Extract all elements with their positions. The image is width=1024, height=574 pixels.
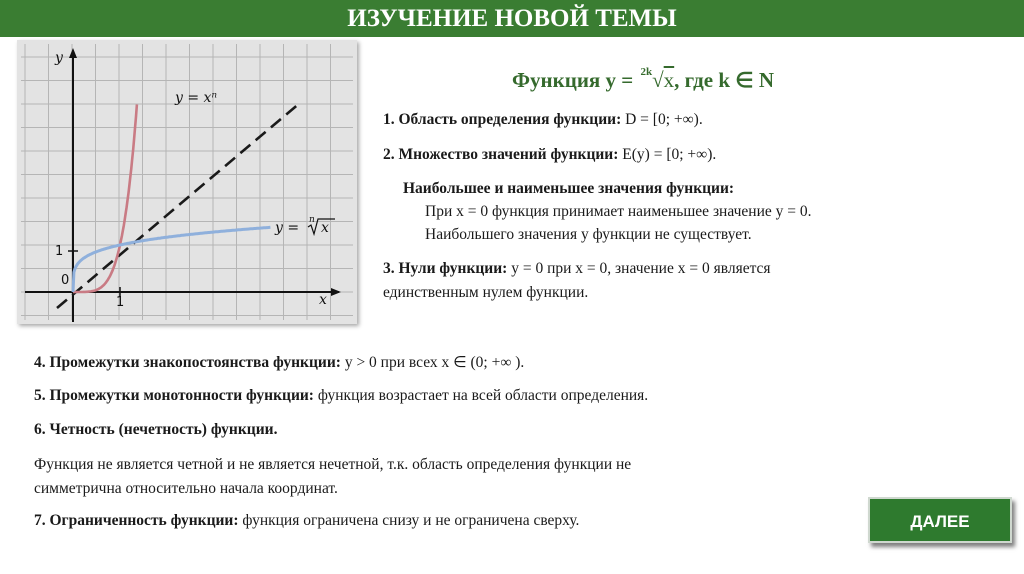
property-bounded-heading: 7. Ограниченность функции: [34,512,239,529]
property-bounded-text: функция ограничена снизу и не ограничена сверху. [238,512,580,529]
curve-root-label-prefix: y = [275,220,300,236]
x-axis-arrow [331,288,341,296]
property-zeros-line2: единственным нулем функции. [383,284,589,301]
line-y-equals-x [57,102,301,308]
property-monotonic [34,386,648,406]
property-parity-heading: 6. Четность (нечетность) функции. [34,421,278,438]
y-axis-label: y [55,50,63,66]
title-prefix: Функция y = [512,68,639,92]
property-sign-text: y > 0 при всех x ∈ (0; +∞ ). [340,354,525,371]
curve-root [73,227,270,292]
y-axis-arrow [69,48,77,58]
property-domain-heading: 1. Область определения функции: [383,111,622,128]
header-title: ИЗУЧЕНИЕ НОВОЙ ТЕМЫ [347,5,677,32]
graph-grid [21,44,353,320]
slide-header [0,0,1024,37]
property-zeros-text: y = 0 при x = 0, значение x = 0 является [507,260,771,277]
next-button[interactable] [868,497,1012,543]
property-sign-heading: 4. Промежутки знакопостоянства функции: [34,354,341,371]
property-parity [34,420,277,440]
property-domain [383,110,703,130]
title-radicand: x [663,68,675,92]
curve-root-label-radicand: x [321,220,329,236]
graph-panel [17,40,357,324]
function-title [512,68,774,93]
origin-label: 0 [61,273,70,288]
extreme-min: При x = 0 функция принимает наименьшее значение y = 0. [425,203,812,220]
parity-line1: Функция не является четной и не является нечетной, т.к. область определения функции не [34,456,632,473]
property-zeros-heading: 3. Нули функции: [383,260,508,277]
function-graph [17,40,357,324]
extreme-heading [403,179,734,199]
property-monotonic-text: функция возрастает на всей области определения. [313,387,649,404]
root-index: 2k [640,66,653,78]
extreme-heading-text: Наибольшее и наименьшее значения функции: [403,180,735,197]
y-tick-label: 1 [55,244,64,259]
property-monotonic-heading: 5. Промежутки монотонности функции: [34,387,314,404]
property-sign [34,353,524,373]
property-bounded [34,511,579,531]
title-suffix: , где k ∈ N [674,68,774,92]
property-domain-text: D = [0; +∞). [621,111,703,128]
property-range [383,145,716,165]
property-range-heading: 2. Множество значений функции: [383,146,619,163]
x-tick-label: 1 [116,295,125,310]
parity-line2: симметрична относительно начала координат. [34,480,338,497]
property-zeros [383,259,771,279]
curve-power-label: y = xⁿ [175,90,218,106]
next-button-label: ДАЛЕЕ [910,512,970,531]
extreme-max: Наибольшего значения y функции не существует. [425,226,752,243]
x-axis-label: x [319,292,327,308]
radical-icon: √ [652,68,664,92]
property-range-text: E(y) = [0; +∞). [618,146,717,163]
curve-root-label-index: n [309,215,315,225]
